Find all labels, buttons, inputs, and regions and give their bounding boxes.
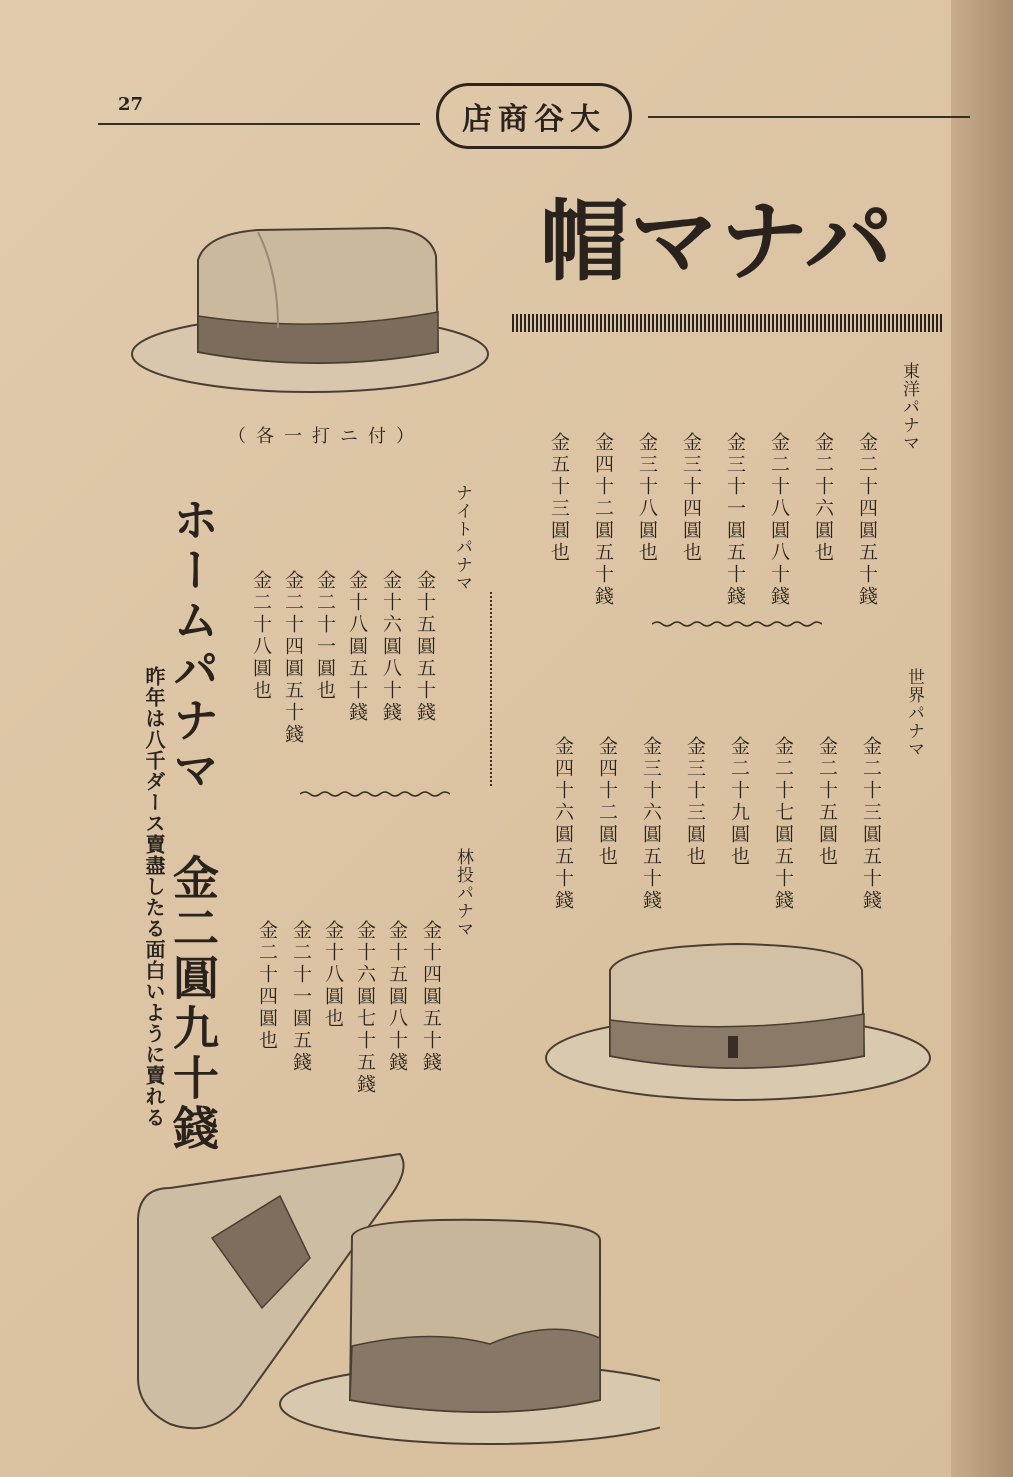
page-title: パナマ帽 (540, 190, 895, 293)
price-rinto-2: 金十五圓八十錢 (386, 920, 408, 1074)
price-rinto-4: 金十八圓也 (322, 920, 344, 1030)
price-toyo-1: 金二十四圓五十錢 (856, 432, 878, 608)
price-sekai-6: 金三十六圓五十錢 (640, 736, 662, 912)
home-panama-heading: ホームパナマ 金二圓九十錢 (166, 496, 220, 1154)
price-sekai-8: 金四十六圓五十錢 (552, 736, 574, 912)
price-sekai-3: 金二十七圓五十錢 (772, 736, 794, 912)
header-rule-right (648, 116, 970, 118)
section-label-sekai: 世界パナマ (904, 668, 924, 758)
header-rule-left (98, 123, 420, 125)
home-panama-subtitle: 昨年は八千ダース賣盡したる面白いように賣れる (142, 666, 166, 1128)
price-rinto-3: 金十六圓七十五錢 (354, 920, 376, 1096)
price-night-5: 金二十四圓五十錢 (282, 570, 304, 746)
dotted-divider-night (490, 592, 492, 786)
price-night-4: 金二十一圓也 (314, 570, 336, 702)
page-spine-shadow (951, 0, 1013, 1477)
price-night-2: 金十六圓八十錢 (380, 570, 402, 724)
price-rinto-6: 金二十四圓也 (256, 920, 278, 1052)
hat-illustration-boater (542, 940, 934, 1112)
price-toyo-5: 金三十四圓也 (680, 432, 702, 564)
section-label-night: ナイトパナマ (452, 484, 472, 592)
price-sekai-5: 金三十三圓也 (684, 736, 706, 868)
price-night-1: 金十五圓五十錢 (414, 570, 436, 724)
section-label-toyo: 東洋パナマ (899, 362, 919, 452)
price-sekai-4: 金二十九圓也 (728, 736, 750, 868)
hat-illustration-pair (130, 1148, 660, 1450)
per-dozen-caption: （各一打ニ付） (228, 426, 424, 447)
price-sekai-2: 金二十五圓也 (816, 736, 838, 868)
page-number: 27 (118, 94, 144, 115)
store-name: 大谷商店 (462, 102, 606, 137)
wavy-divider-1 (652, 620, 822, 628)
wavy-divider-2 (300, 790, 450, 798)
hat-illustration-fedora (128, 212, 492, 398)
price-sekai-7: 金四十二圓也 (596, 736, 618, 868)
price-rinto-1: 金十四圓五十錢 (420, 920, 442, 1074)
price-night-6: 金二十八圓也 (250, 570, 272, 702)
price-sekai-1: 金二十三圓五十錢 (860, 736, 882, 912)
price-night-3: 金十八圓五十錢 (346, 570, 368, 724)
store-logo (436, 83, 632, 149)
price-toyo-2: 金二十六圓也 (812, 432, 834, 564)
section-label-rinto: 林投パナマ (453, 848, 473, 938)
price-toyo-3: 金二十八圓八十錢 (768, 432, 790, 608)
title-underline-bar (512, 314, 942, 332)
price-toyo-4: 金三十一圓五十錢 (724, 432, 746, 608)
price-toyo-6: 金三十八圓也 (636, 432, 658, 564)
price-toyo-8: 金五十三圓也 (548, 432, 570, 564)
price-toyo-7: 金四十二圓五十錢 (592, 432, 614, 608)
price-rinto-5: 金二十一圓五錢 (290, 920, 312, 1074)
